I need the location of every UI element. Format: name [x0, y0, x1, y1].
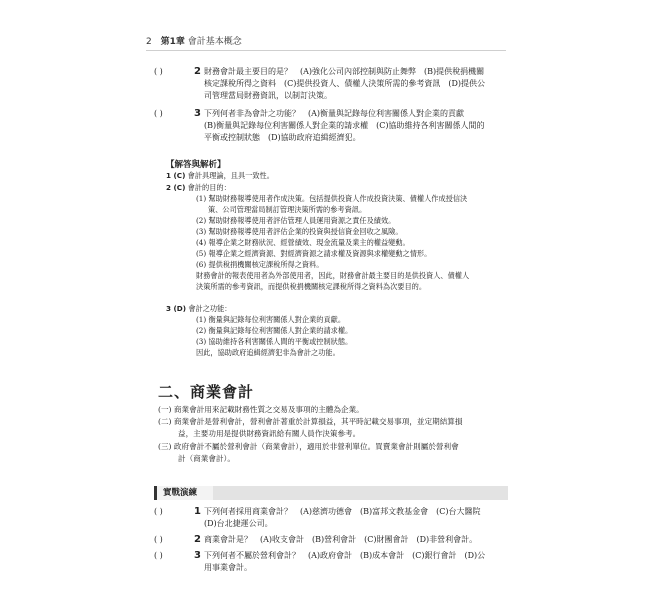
question-number: 3 — [194, 108, 201, 119]
answer-blank: ( ) — [154, 551, 163, 560]
question-line: 下列何者不屬於營利會計？ (A)政府會計 (B)成本會計 (C)銀行會計 (D)公 — [204, 551, 486, 560]
paragraph-line: (三) 政府會計不屬於營利會計（商業會計），適用於非營利單位。買賣業會計則屬於營利會 — [158, 442, 459, 451]
answer-item: (6) 提供稅捐機關核定課稅所得之資料。 — [196, 260, 324, 269]
practice-question-1 — [154, 506, 514, 530]
answer-text: 會計之功能： — [188, 304, 232, 313]
question-line: 財務會計最主要目的是？ (A)強化公司內部控制與防止舞弊 (B)提供稅捐機關 — [204, 67, 485, 76]
question-number: 1 — [194, 506, 201, 517]
question-line: 下列何者非為會計之功能？ (A)衡量與記錄每位利害關係人對企業的貢獻 — [204, 109, 465, 118]
question-line: 用事業會計。 — [204, 563, 252, 572]
section-title: 二、商業會計 — [158, 383, 255, 401]
question-line: 平衡或控制狀態 (D)協助政府追緝經濟犯。 — [204, 133, 361, 142]
paragraph-line: 計（商業會計）。 — [178, 454, 235, 463]
answer-blank: ( ) — [154, 535, 163, 544]
answer-2 — [166, 182, 516, 292]
answer-blank: ( ) — [154, 507, 163, 516]
answer-item: (5) 報導企業之經濟資源、對經濟資源之請求權及資源與求權變動之情形。 — [196, 249, 432, 258]
question-line: (B)衡量與記錄每位利害關係人對企業的請求權 (C)協助維持各利害關係人間的 — [204, 121, 485, 130]
question-line: 司管理當局財務資訊，以制訂決策。 — [204, 91, 332, 100]
answer-item: 決策所需的參考資訊，而提供稅捐機關核定課稅所得之資料為次要目的。 — [196, 282, 427, 291]
practice-banner — [154, 486, 508, 500]
answer-blank: ( ) — [154, 67, 163, 76]
question-number: 2 — [194, 534, 201, 545]
answer-1 — [166, 170, 516, 181]
header-divider — [146, 50, 506, 51]
answer-item: (1) 衡量與記錄每位利害關係人對企業的貢獻。 — [196, 315, 346, 324]
section-paragraph-3 — [158, 441, 518, 465]
answers-title: 【解答與解析】 — [166, 160, 226, 170]
answer-item: (4) 報導企業之財務狀況、經營績效、現金流量及業主的權益變動。 — [196, 238, 410, 247]
question-2 — [154, 66, 514, 102]
question-number: 3 — [194, 550, 201, 561]
answer-key: 1 (C) — [166, 171, 186, 180]
answer-text: 會計的目的： — [187, 183, 231, 192]
question-3 — [154, 108, 514, 144]
practice-label: 實戰演練 — [154, 486, 213, 500]
answer-key: 2 (C) — [166, 183, 186, 192]
paragraph-line: 益，主要功用是提供財務資訊給有關人員作決策參考。 — [178, 429, 361, 438]
question-line: 下列何者採用商業會計？ (A)慈濟功德會 (B)富邦文教基金會 (C)台大醫院 — [204, 507, 481, 516]
chapter-label: 第1章 — [160, 37, 185, 47]
question-number: 2 — [194, 66, 201, 77]
answer-text: 會計具理論，且具一致性。 — [187, 171, 274, 180]
answer-item: 策、公司管理當局制訂管理決策所需的參考資訊。 — [208, 205, 367, 214]
answer-3 — [166, 303, 516, 358]
answer-item: (2) 衡量與記錄每位利害關係人對企業的請求權。 — [196, 326, 353, 335]
practice-question-2 — [154, 534, 514, 546]
answer-blank: ( ) — [154, 109, 163, 118]
page-number: 2 — [146, 37, 152, 47]
answer-item: (3) 幫助財務報導使用者評估企業的投資與授信資金回收之風險。 — [196, 227, 403, 236]
answer-key: 3 (D) — [166, 304, 187, 313]
answer-item: 因此，協助政府追緝經濟犯非為會計之功能。 — [196, 348, 340, 357]
paragraph-line: (一) 商業會計用來記載財務性質之交易及事項的主體為企業。 — [158, 405, 364, 414]
practice-question-3 — [154, 550, 514, 574]
answer-item: (1) 幫助財務報導使用者作成決策。包括提供投資人作成投資決策、債權人作成授信決 — [196, 194, 468, 203]
answer-item: 財務會計的報表使用者為外部使用者，因此，財務會計最主要目的是供投資人、債權人 — [196, 271, 470, 280]
answer-item: (3) 協助維持各利害關係人間的平衡或控制狀態。 — [196, 337, 353, 346]
section-paragraph-1 — [158, 404, 518, 416]
question-line: (D)台北捷運公司。 — [204, 519, 273, 528]
paragraph-line: (二) 商業會計是營利會計，營利會計著重於計算損益，其平時記載交易事項，並定期結算損 — [158, 417, 463, 426]
chapter-title: 會計基本概念 — [187, 37, 242, 47]
answer-item: (2) 幫助財務報導使用者評估管理人員運用資源之責任及績效。 — [196, 216, 396, 225]
section-paragraph-2 — [158, 416, 518, 440]
page-header — [146, 34, 242, 47]
question-line: 核定課稅所得之資料 (C)提供投資人、債權人決策所需的參考資訊 (D)提供公 — [204, 79, 486, 88]
question-line: 商業會計是？ (A)收支會計 (B)營利會計 (C)財團會計 (D)非營利會計。 — [204, 535, 478, 544]
